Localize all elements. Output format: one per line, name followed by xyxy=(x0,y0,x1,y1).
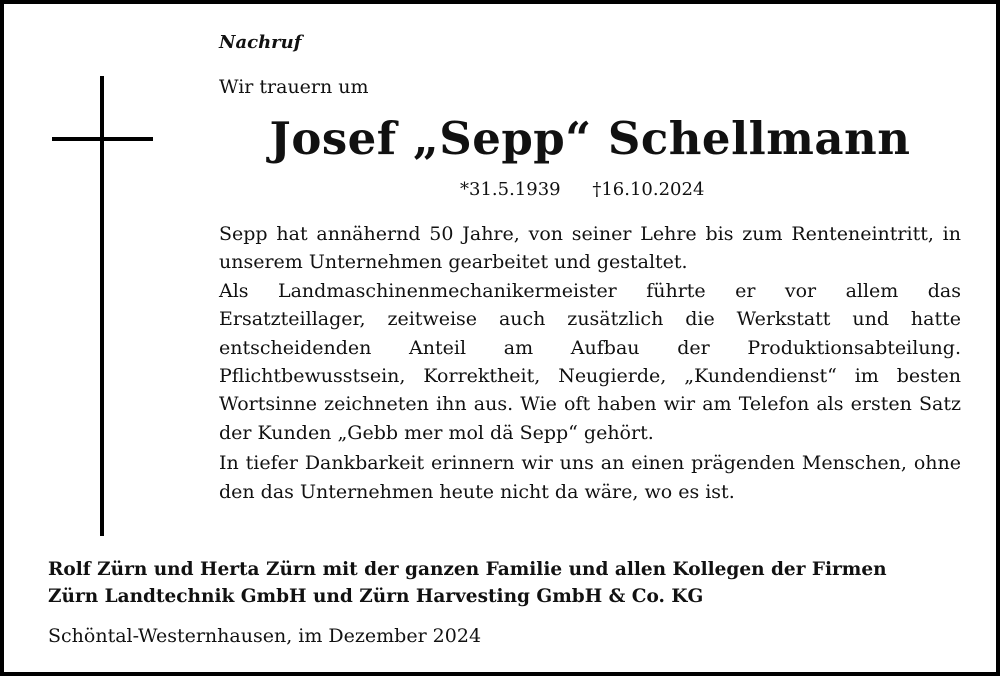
signers-line: Rolf Zürn und Herta Zürn mit der ganzen Familie und allen Kollegen der Firmen xyxy=(48,559,887,580)
paragraph: In tiefer Dankbarkeit erinnern wir uns an einen prägenden Menschen, ohne den das Unternehmen heute nicht da wäre, wo es ist. xyxy=(219,452,961,503)
death-date: †16.10.2024 xyxy=(592,179,705,200)
paragraph: Sepp hat annähernd 50 Jahre, von seiner Lehre bis zum Renteneintritt, in unserem Unternehmen gearbeitet und gestaltet. xyxy=(219,223,961,274)
life-dates xyxy=(460,179,704,200)
cross-horizontal-bar xyxy=(52,137,153,141)
signers xyxy=(48,556,948,610)
cross-vertical-bar xyxy=(100,76,104,536)
birth-date: *31.5.1939 xyxy=(460,179,561,200)
deceased-name: Josef „Sepp“ Schellmann xyxy=(269,112,911,165)
notice-intro: Wir trauern um xyxy=(219,76,369,98)
place-and-date: Schöntal-Westernhausen, im Dezember 2024 xyxy=(48,625,482,647)
paragraph: Als Landmaschinenmechanikermeister führte er vor allem das Ersatzteillager, zeitweise auch zusätzlich die Werkstatt und hatte entscheidenden Anteil am Aufbau der Produktionsabteilung. Pflichtbewusstsein, Korrektheit, Neugierde, „Kundendienst“ im besten Wortsinne zeichneten ihn aus. Wie oft haben wir am Telefon als ersten Satz der Kunden „Gebb mer mol dä Sepp“ gehört. xyxy=(219,279,961,444)
notice-kicker: Nachruf xyxy=(219,32,302,53)
signers-line: Zürn Landtechnik GmbH und Zürn Harvesting GmbH & Co. KG xyxy=(48,586,704,607)
obituary-text xyxy=(219,220,961,506)
